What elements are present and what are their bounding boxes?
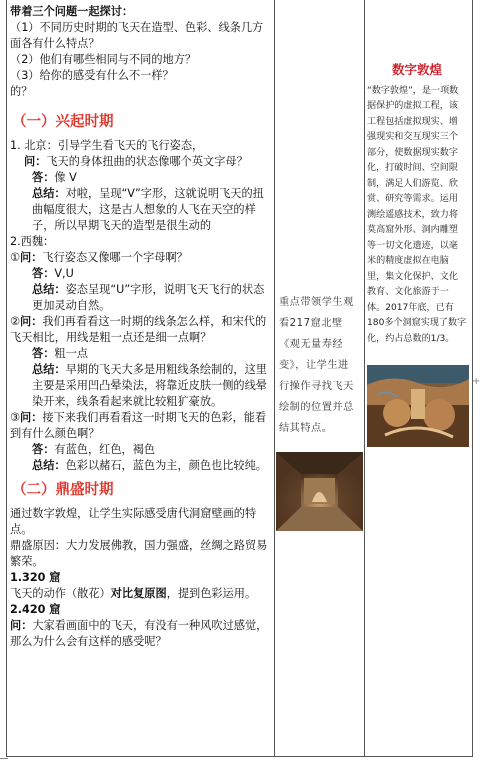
section-2-p1: 通过数字敦煌，让学生实际感受唐代洞窟壁画的特点。 bbox=[10, 507, 257, 536]
intro-tail: 的？ bbox=[10, 85, 33, 98]
q2-line: ①问：飞行姿态又像哪一个字母啊？ bbox=[10, 251, 188, 264]
digital-dunhuang-panel bbox=[367, 62, 467, 347]
cave-interior-image bbox=[276, 452, 363, 531]
cave-320: 1.320 窟 bbox=[10, 571, 61, 584]
digital-dunhuang-title: 数字敦煌 bbox=[391, 62, 442, 77]
cave-420: 2.420 窟 bbox=[10, 603, 61, 616]
q1-line: 问：飞天的身体扭曲的状态像哪个英文字母？ bbox=[24, 155, 248, 168]
intro-question-2: （2）他们有哪些相同与不同的地方？ bbox=[10, 53, 197, 66]
main-column bbox=[10, 4, 272, 650]
a3-line: 答：粗一点 bbox=[32, 347, 88, 360]
section-2-title bbox=[12, 482, 272, 498]
section-1-title-text: （一）兴起时期 bbox=[12, 114, 114, 130]
section-1-title bbox=[12, 114, 272, 130]
xiwei-label: 2.西魏： bbox=[10, 235, 55, 248]
beijing-label: 1. 北京：引导学生看飞天的飞行姿态， bbox=[10, 139, 204, 152]
sum2-line: 总结：姿态呈现“U”字形，说明飞天飞行的状态更加灵动自然。 bbox=[32, 283, 265, 312]
q3-line: ②问：我们再看看这一时期的线条怎么样，和宋代的飞天相比，用线是粗一点还是细一点啊？ bbox=[10, 315, 267, 344]
corner-mark bbox=[0, 758, 8, 767]
digital-dunhuang-text: “数字敦煌”，是一项数据保护的虚拟工程，该工程包括虚拟现实、增强现实和交互现实三个部分，使数据现实数字化，打破时间、空间限制，满足人们游览、欣赏、研究等需求。运用测绘遥感技术，致力将莫高窟外形、洞内雕塑等一切文化遗迹，以毫米的精度虚拟在电脑里，集文化保护、文化教育、文化旅游于一体。2017年底，已有180多个洞窟实现了数字化，约占总数的1/3。 bbox=[367, 85, 467, 344]
intro-heading: 带着三个问题一起探讨： bbox=[10, 5, 134, 18]
teaching-note: 重点带领学生观看217窟北壁《观无量寿经变》，让学生进行操作寻找飞天绘制的位置并总结其特点。 bbox=[279, 297, 354, 434]
sum4-line: 总结：色彩以赭石，蓝色为主，颜色也比较纯。 bbox=[32, 459, 267, 472]
section-2-p2: 鼎盛原因：大力发展佛教，国力强盛，丝绸之路贸易繁荣。 bbox=[10, 539, 268, 568]
cave-320-text: 飞天的动作（散花）对比复原图，提到色彩运用。 bbox=[10, 587, 257, 600]
table-border-col2 bbox=[364, 0, 365, 757]
a4-line: 答：有蓝色，红色，褐色 bbox=[32, 443, 156, 456]
q4-line: ③问：接下来我们再看看这一时期飞天的色彩，能看到有什么颜色啊？ bbox=[10, 411, 267, 440]
sum1-line: 总结：对啦，呈现“V”字形，这就说明飞天的扭曲幅度很大，这是古人想象的人飞在天空的样子，所以早期飞天的造型是很生动的 bbox=[32, 187, 264, 232]
section-2-title-text: （二）鼎盛时期 bbox=[12, 482, 114, 498]
a2-line: 答：V,U bbox=[32, 267, 74, 280]
table-border-left bbox=[6, 0, 7, 757]
sum3-line: 总结：早期的飞天大多是用粗线条绘制的，这里主要是采用凹凸晕染法，将靠近皮肤一侧的线晕染开来，线条看起来就比较粗犷豪放。 bbox=[32, 363, 267, 408]
a1-line: 答：像 V bbox=[32, 171, 77, 184]
side-plus-marker: + bbox=[472, 376, 480, 387]
table-border-bottom bbox=[6, 756, 473, 757]
dunhuang-mural-image bbox=[367, 365, 469, 447]
table-border-col1 bbox=[274, 0, 275, 757]
cave-420-question: 问：大家看画面中的飞天，有没有一种风吹过感觉，那么为什么会有这样的感受呢？ bbox=[10, 619, 268, 648]
intro-question-1: （1）不同历史时期的飞天在造型、色彩、线条几方面各有什么特点？ bbox=[10, 21, 264, 50]
intro-question-3: （3）给你的感受有什么不一样？ bbox=[10, 69, 174, 82]
